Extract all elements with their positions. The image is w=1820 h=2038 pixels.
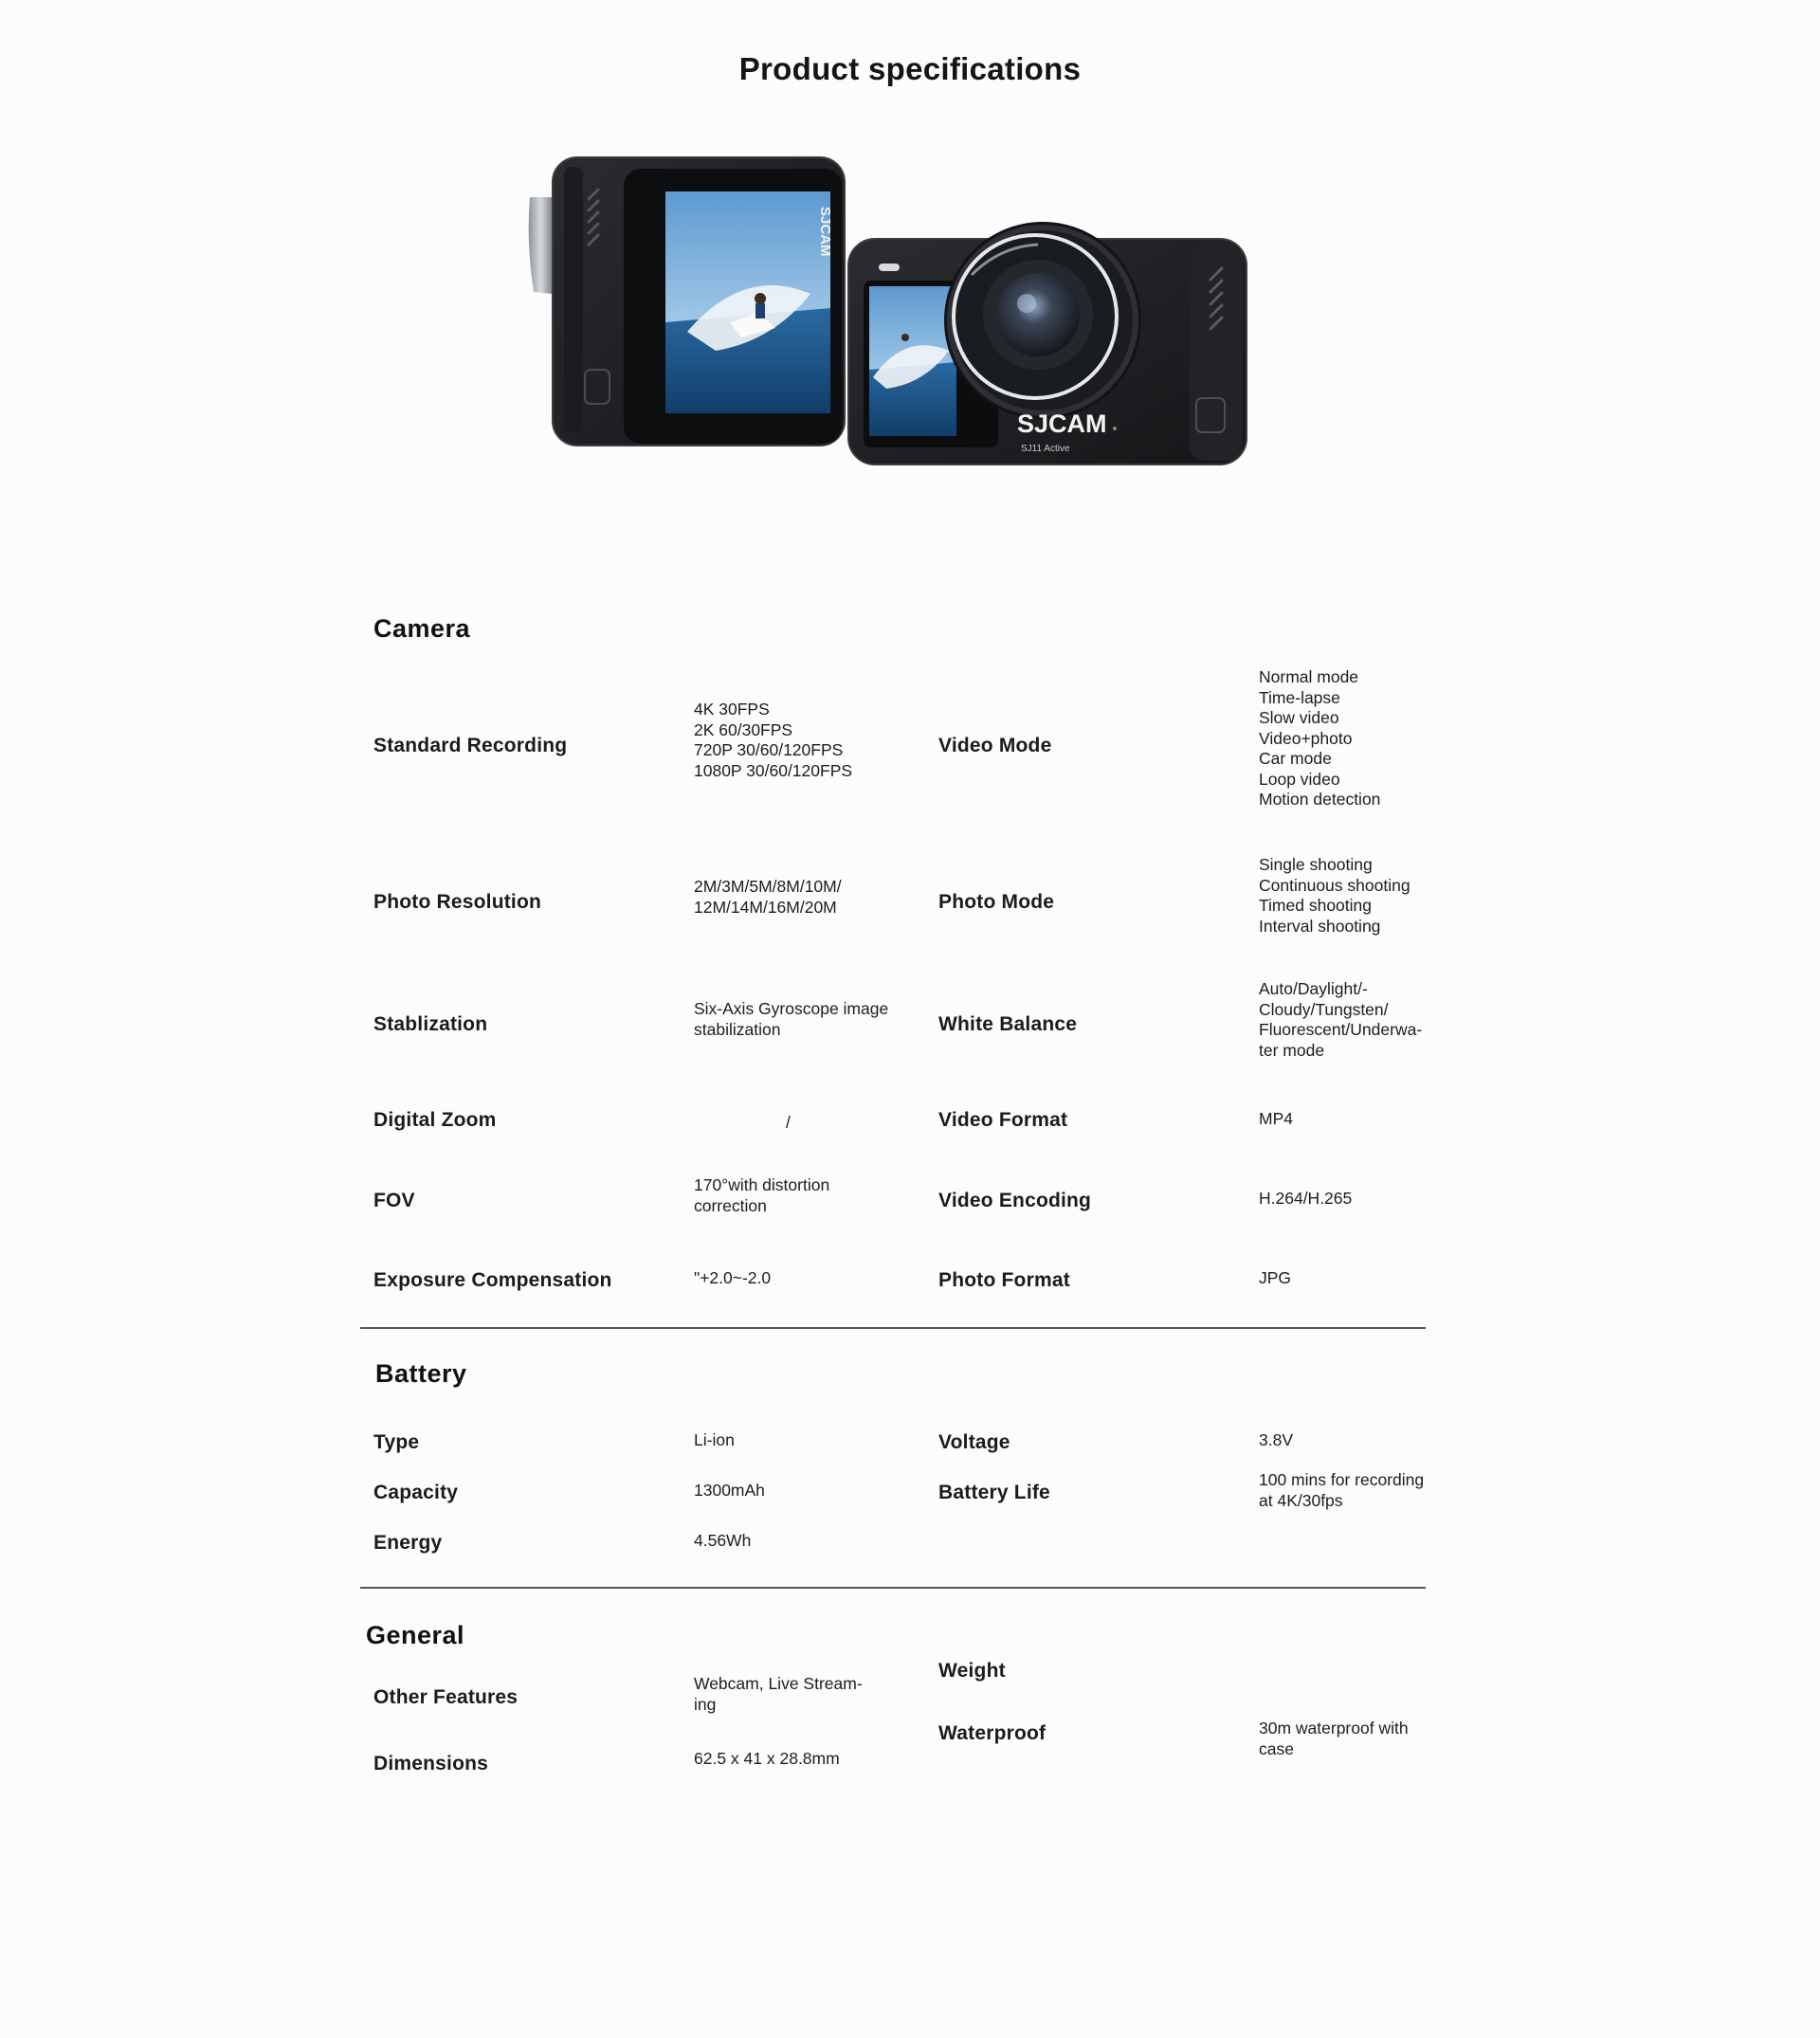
front-camera-illustration [848,222,1247,464]
spec-label-energy: Energy [373,1532,443,1554]
spec-value-video-format [1259,1109,1293,1130]
section-divider [360,1587,1426,1589]
spec-label-digital-zoom: Digital Zoom [373,1109,497,1131]
section-title-camera: Camera [373,614,471,643]
spec-value-line: 170°with distortion [694,1175,830,1194]
spec-value-digital-zoom [786,1113,791,1134]
rear-brand-logo: SJCAM [817,207,833,257]
spec-label-video-format: Video Format [938,1109,1068,1131]
spec-value-line: Cloudy/Tungsten/ [1259,999,1389,1019]
spec-value-photo-mode [1259,855,1410,937]
spec-value-line: Video+photo [1259,728,1353,748]
spec-value-stablization [694,999,888,1040]
spec-label-other-features: Other Features [373,1686,519,1708]
spec-value-line: Slow video [1259,708,1339,727]
spec-value-line: Timed shooting [1259,896,1372,915]
spec-value-line: stabilization [694,1019,781,1039]
spec-value-exposure-compensation [694,1268,771,1289]
spec-value-fov [694,1175,829,1216]
spec-value-line: 4K 30FPS [694,700,770,719]
spec-value-line: Loop video [1259,769,1340,789]
spec-value-line: Car mode [1259,749,1332,768]
model-label: SJ11 Active [1021,444,1070,454]
spec-value-capacity [694,1481,765,1501]
spec-value-standard-recording [694,700,852,781]
spec-value-line: Motion detection [1259,790,1381,809]
spec-value-waterproof [1259,1719,1409,1759]
spec-value-line: ter mode [1259,1040,1325,1060]
spec-label-battery-life: Battery Life [938,1482,1050,1503]
spec-value-energy [694,1531,751,1552]
spec-value-line: correction [694,1195,767,1215]
spec-value-line: Webcam, Live Stream- [694,1674,863,1693]
spec-value-line: / [786,1113,791,1132]
spec-value-line: Time-lapse [1259,687,1340,707]
spec-value-line: MP4 [1259,1109,1293,1128]
spec-label-video-mode: Video Mode [938,735,1052,756]
spec-value-line: 100 mins for recording [1259,1470,1425,1489]
spec-value-line: 2M/3M/5M/8M/10M/ [694,877,842,896]
spec-value-line: case [1259,1738,1294,1758]
spec-value-video-encoding [1259,1189,1352,1210]
spec-value-line: 3.8V [1259,1430,1293,1449]
spec-value-photo-format [1259,1268,1291,1289]
spec-value-line: Continuous shooting [1259,875,1410,895]
spec-value-line: ing [694,1694,717,1714]
spec-value-line: Single shooting [1259,855,1373,874]
spec-value-dimensions [694,1749,840,1770]
spec-value-line: Interval shooting [1259,916,1381,936]
spec-value-line: "+2.0~-2.0 [694,1268,772,1287]
front-brand-logo: SJCAM [1017,409,1107,438]
spec-value-white-balance [1259,979,1422,1061]
spec-value-line: Normal mode [1259,667,1359,686]
spec-value-line: 12M/14M/16M/20M [694,897,837,917]
spec-value-line: 30m waterproof with [1259,1719,1409,1738]
spec-value-line: Fluorescent/Underwa- [1259,1020,1423,1039]
spec-value-line: at 4K/30fps [1259,1490,1343,1510]
spec-label-standard-recording: Standard Recording [373,735,568,756]
spec-value-line: Li-ion [694,1430,735,1449]
spec-label-stablization: Stablization [373,1013,488,1035]
spec-value-other-features [694,1674,863,1715]
spec-value-line: Six-Axis Gyroscope image [694,999,889,1018]
spec-label-photo-mode: Photo Mode [938,891,1055,913]
spec-label-voltage: Voltage [938,1431,1010,1453]
spec-value-line: 720P 30/60/120FPS [694,740,844,759]
spec-label-weight: Weight [938,1660,1006,1682]
spec-value-line: 1080P 30/60/120FPS [694,760,853,780]
spec-label-type: Type [373,1431,420,1453]
spec-label-capacity: Capacity [373,1482,459,1503]
spec-value-line: H.264/H.265 [1259,1189,1353,1208]
spec-value-line: 1300mAh [694,1481,765,1500]
spec-value-video-mode [1259,667,1380,810]
spec-value-battery-life [1259,1470,1424,1511]
spec-label-dimensions: Dimensions [373,1753,489,1774]
product-image [526,152,1256,640]
spec-value-type [694,1430,735,1451]
spec-label-waterproof: Waterproof [938,1722,1046,1744]
section-title-general: General [366,1621,465,1649]
spec-label-exposure-compensation: Exposure Compensation [373,1269,612,1291]
spec-label-photo-resolution: Photo Resolution [373,891,542,913]
spec-value-line: 4.56Wh [694,1531,752,1550]
spec-value-voltage [1259,1430,1293,1451]
spec-value-photo-resolution [694,877,842,918]
spec-value-line: JPG [1259,1268,1292,1287]
spec-value-line: 62.5 x 41 x 28.8mm [694,1749,840,1768]
section-divider [360,1327,1426,1329]
rear-camera-illustration [529,157,845,446]
spec-label-fov: FOV [373,1190,415,1211]
spec-label-white-balance: White Balance [938,1013,1078,1035]
spec-label-video-encoding: Video Encoding [938,1190,1092,1211]
spec-label-photo-format: Photo Format [938,1269,1070,1291]
section-title-battery: Battery [375,1359,467,1388]
spec-value-line: Auto/Daylight/- [1259,979,1368,998]
spec-value-line: 2K 60/30FPS [694,719,793,739]
page-title: Product specifications [738,51,1082,86]
